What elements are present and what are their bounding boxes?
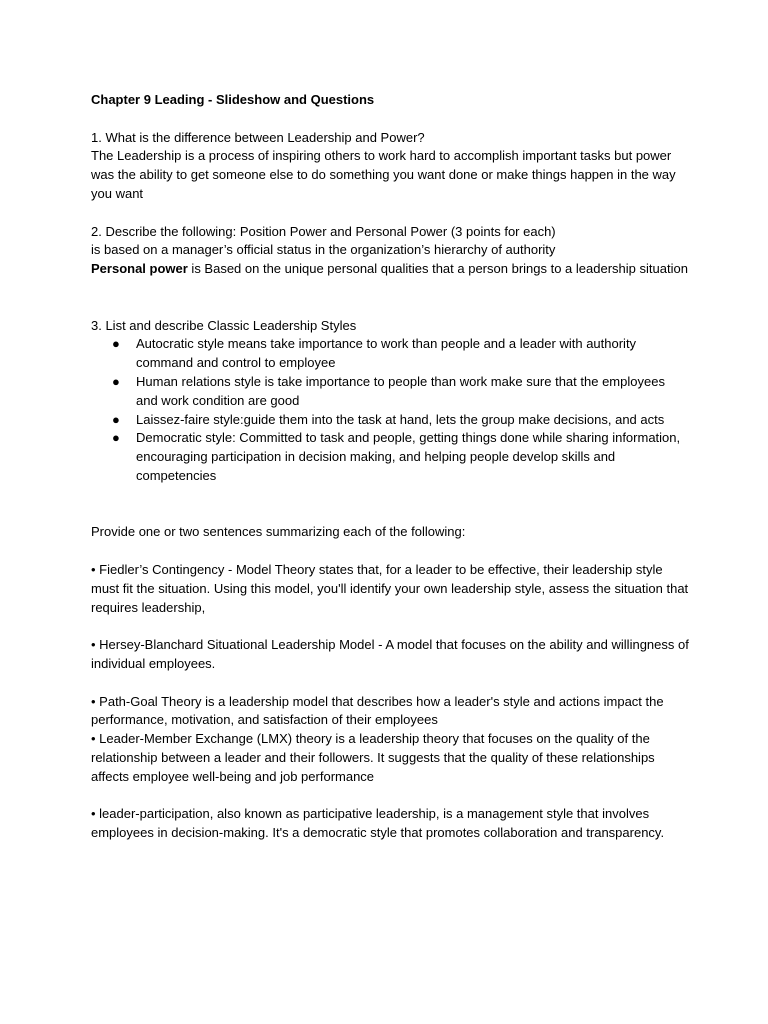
- list-item-text: Laissez-faire style:guide them into the task at hand, lets the group make decisions, and acts: [136, 411, 665, 427]
- list-item: [91, 411, 691, 430]
- list-item-text: Autocratic style means take importance to work than people and a leader with authority command and control to employee: [136, 336, 637, 371]
- personal-power-label: Personal power: [91, 261, 188, 277]
- summary-leader-participation: • leader-participation, also known as participative leadership, is a management style that involves employees in decision-making. It's a democratic style that promotes collaboration and transparency.: [91, 806, 665, 841]
- question-1: 1. What is the difference between Leadership and Power?: [91, 129, 425, 145]
- list-item-text: Human relations style is take importance to people than work make sure that the employees and work condition are good: [136, 373, 665, 408]
- document-page: [91, 91, 691, 843]
- question-2: 2. Describe the following: Position Power and Personal Power (3 points for each): [91, 223, 556, 239]
- bullet-icon: ●: [112, 336, 120, 352]
- summary-intro: Provide one or two sentences summarizing each of the following:: [91, 524, 466, 540]
- summary-path-goal: • Path-Goal Theory is a leadership model that describes how a leader's style and actions impact the performance, motivation, and satisfaction of their employees: [91, 693, 664, 728]
- answer-2-personal-power: [91, 260, 691, 279]
- document-title: Chapter 9 Leading - Slideshow and Questions: [91, 92, 375, 107]
- spacer: [91, 786, 691, 805]
- list-item: [91, 429, 691, 485]
- summary-hersey-blanchard: • Hersey-Blanchard Situational Leadership Model - A model that focuses on the ability and willingness of individual employees.: [91, 637, 689, 671]
- summary-lmx: • Leader-Member Exchange (LMX) theory is a leadership theory that focuses on the quality of the relationship between a leader and their followers. It suggests that the quality of these relationships affects employee well-being and job performance: [91, 731, 655, 784]
- list-item-text: Democratic style: Committed to task and people, getting things done while sharing information, encouraging participation in decision making, and helping people develop skills and competencies: [136, 430, 681, 483]
- spacer: [91, 110, 691, 129]
- leadership-styles-list: [91, 335, 691, 485]
- spacer: [91, 674, 691, 693]
- answer-1: The Leadership is a process of inspiring others to work hard to accomplish important tasks but power was the ability to get someone else to do something you want done or make things happen in the way you want: [91, 148, 676, 201]
- spacer: [91, 486, 691, 524]
- spacer: [91, 204, 691, 223]
- bullet-icon: ●: [112, 373, 120, 389]
- summary-fiedler: • Fiedler’s Contingency - Model Theory states that, for a leader to be effective, their leadership style must fit the situation. Using this model, you'll identify your own leadership style, assess the situation that requires leadership,: [91, 561, 689, 615]
- spacer: [91, 617, 691, 636]
- bullet-icon: ●: [112, 411, 120, 427]
- spacer: [91, 542, 691, 561]
- list-item: [91, 373, 691, 411]
- answer-2-position-power: is based on a manager’s official status in the organization’s hierarchy of authority: [91, 242, 556, 258]
- personal-power-text: is Based on the unique personal qualities that a person brings to a leadership situation: [187, 261, 688, 277]
- question-3: 3. List and describe Classic Leadership Styles: [91, 317, 357, 333]
- spacer: [91, 279, 691, 317]
- list-item: [91, 335, 691, 373]
- bullet-icon: ●: [112, 430, 120, 446]
